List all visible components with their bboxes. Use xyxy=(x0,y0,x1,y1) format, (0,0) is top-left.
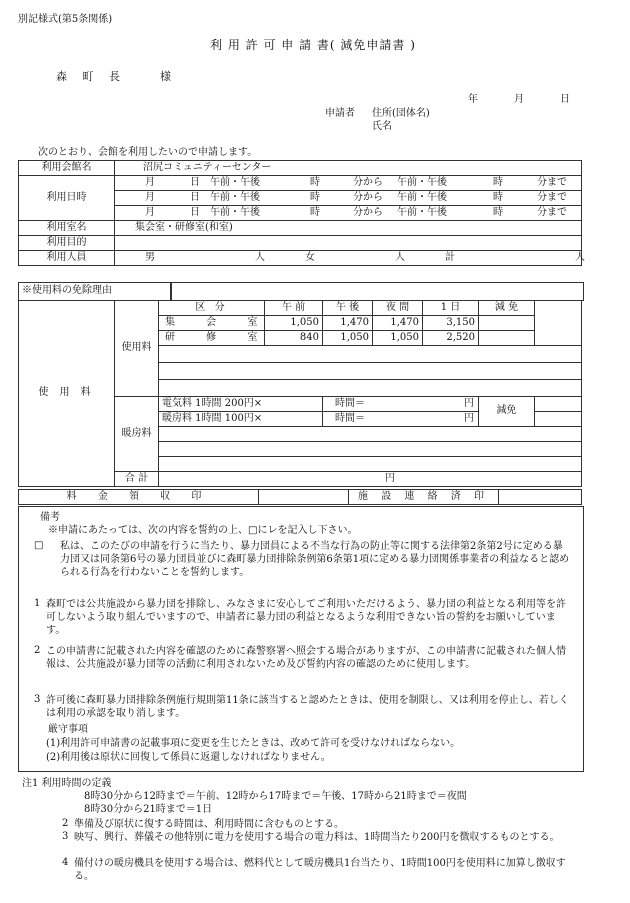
electric-hours: 時間＝ 円 xyxy=(323,397,479,412)
footnote-num: 2 xyxy=(62,818,69,829)
date-row-cells: 月 日 午前・午後 時 分から 午前・午後 時 分まで xyxy=(115,191,582,206)
fee-am: 840 xyxy=(265,331,323,346)
receipt-stamp-label: 料 金 領 収 印 xyxy=(19,490,259,505)
fee-header-row xyxy=(19,301,582,316)
address-label: 住所(団体名) xyxy=(372,108,430,119)
strict-item: (2)利用後は原状に回復して係員に返還しなければなりません。 xyxy=(46,752,331,763)
strict-heading: 厳守事項 xyxy=(48,724,88,735)
page-title: 利 用 許 可 申 請 書( 減免申請書 ) xyxy=(210,38,416,52)
header-am: 午 前 xyxy=(265,301,323,316)
total-label: 合 計 xyxy=(115,472,159,487)
heater-reduction-field[interactable] xyxy=(535,412,582,427)
note-num: 3 xyxy=(34,694,41,705)
fee-blank xyxy=(535,301,582,346)
applicant-label: 申請者 xyxy=(325,108,355,119)
header-day: 1 日 xyxy=(423,301,479,316)
room-name: 集 会 室 xyxy=(159,316,265,331)
exemption-reason-field[interactable] xyxy=(170,282,584,301)
header-pm: 午 後 xyxy=(323,301,373,316)
note-text: 森町では公共施設から暴力団を排除し、みなさまに安心してご利用いただけるよう、暴力団の利益となる利用等を許可しないよう取り組んでいますので、申請者に暴力団の利益となるような利用できない旨の誓約をお願いしています。 xyxy=(46,599,566,636)
fees-table xyxy=(18,300,582,487)
date-row xyxy=(19,176,582,191)
fee-reduction[interactable] xyxy=(479,316,535,331)
purpose-field[interactable] xyxy=(115,236,582,251)
heating-label: 暖房料 xyxy=(115,397,159,472)
header-category: 区 分 xyxy=(159,301,265,316)
fee-day: 2,520 xyxy=(423,331,479,346)
addressee: 森 町 長 xyxy=(56,70,126,83)
total-value: 円 xyxy=(159,472,582,487)
footnote-text: 準備及び原状に復する時間は、利用時間に含むものとする。 xyxy=(74,819,344,830)
electric-text: 電気料 1時間 200円× xyxy=(159,397,323,412)
strict-item: (1)利用許可申請書の記載事項に変更を生じたときは、改めて許可を受けなければならない。 xyxy=(46,738,461,749)
people-cells: 男 人 女 人 計 人 xyxy=(115,251,582,266)
facility-label: 利用会館名 xyxy=(19,161,115,176)
footnote-line: 8時30分から21時まで＝1日 xyxy=(84,804,213,815)
footnote-num: 4 xyxy=(62,857,69,868)
facility-value: 沼尻コミュニティーセンター xyxy=(115,161,582,176)
room-name: 研 修 室 xyxy=(159,331,265,346)
fee-am: 1,050 xyxy=(265,316,323,331)
room-row xyxy=(19,221,582,236)
fee-reduction[interactable] xyxy=(479,331,535,346)
note-text: この申請書に記載された内容を確認のために森警察署へ照会する場合がありますが、この申請書に記載された個人情報は、公共施設が暴力団等の活動に利用されないため及び誓約内容の確認のために使用します。 xyxy=(46,646,566,670)
footnote-num: 3 xyxy=(62,831,69,842)
room-label: 利用室名 xyxy=(19,221,115,236)
room-value: 集会室・研修室(和室) xyxy=(115,221,582,236)
date-row-cells: 月 日 午前・午後 時 分から 午前・午後 時 分まで xyxy=(115,176,582,191)
pledge-text: 私は、このたびの申請を行うに当たり、暴力団員による不当な行為の防止等に関する法律第2条第2号に定める暴力団又は同条第6号の暴力団員並びに森町暴力団排除条例第6条第1項に定める暴力団関係事業者の利益なると認められる行為を行わないことを誓約します。 xyxy=(60,541,570,578)
fee-night: 1,050 xyxy=(373,331,423,346)
receipt-stamp-field xyxy=(259,490,349,505)
fee-night: 1,470 xyxy=(373,316,423,331)
date-row-cells: 月 日 午前・午後 時 分から 午前・午後 時 分まで xyxy=(115,206,582,221)
fee-pm: 1,470 xyxy=(323,316,373,331)
date-day: 日 xyxy=(560,94,570,105)
application-table xyxy=(18,160,585,266)
fee-pm: 1,050 xyxy=(323,331,373,346)
electric-reduction-field[interactable] xyxy=(535,397,582,412)
purpose-label: 利用目的 xyxy=(19,236,115,251)
fee-label: 使 用 料 xyxy=(19,301,115,487)
dates-label: 利用日時 xyxy=(19,176,115,221)
contact-stamp-label: 施 設 連 絡 済 印 xyxy=(349,490,499,505)
fee-day: 3,150 xyxy=(423,316,479,331)
usage-label: 使用料 xyxy=(115,301,159,397)
people-label: 利用人員 xyxy=(19,251,115,266)
date-month: 月 xyxy=(514,94,524,105)
stamp-table xyxy=(18,489,582,505)
note-num: 2 xyxy=(34,645,41,656)
pledge-checkbox[interactable]: □ xyxy=(34,540,44,551)
intro-text: 次のとおり、会館を利用したいので申請します。 xyxy=(38,147,258,158)
people-row xyxy=(19,251,582,266)
honorific: 様 xyxy=(160,70,171,83)
header-reduction: 減 免 xyxy=(479,301,535,316)
footnote-text: 備付けの暖房機具を使用する場合は、燃料代として暖房機具1台当たり、1時間100円を使用料に加算し徴収する。 xyxy=(74,858,566,882)
header-night: 夜 間 xyxy=(373,301,423,316)
heating-reduction: 減免 xyxy=(479,397,535,427)
purpose-row xyxy=(19,236,582,251)
note-num: 1 xyxy=(34,598,41,609)
footnote-text: 映写、興行、葬儀その他特別に電力を使用する場合の電力料は、1時間当たり200円を徴収するものとする。 xyxy=(74,832,560,843)
pledge-intro: ※申請にあたっては、次の内容を誓約の上、□にレを記入し下さい。 xyxy=(48,525,358,536)
contact-stamp-field xyxy=(499,490,582,505)
footnote-line: 8時30分から12時まで＝午前、12時から17時まで＝午後、17時から21時まで＝夜間 xyxy=(84,791,467,802)
name-label: 氏名 xyxy=(372,121,392,132)
footnote-heading: 注1 利用時間の定義 xyxy=(22,778,112,789)
facility-row xyxy=(19,161,582,176)
exemption-label: ※使用料の免除理由 xyxy=(22,285,112,296)
heater-text: 暖房料 1時間 100円× xyxy=(159,412,323,427)
date-year: 年 xyxy=(468,94,478,105)
note-text: 許可後に森町暴力団排除条例施行規則第11条に該当すると認めたときは、使用を制限し、又は利用を停止し、若しくは利用の承認を取り消します。 xyxy=(46,695,569,719)
heater-hours: 時間＝ 円 xyxy=(323,412,479,427)
notes-heading: 備考 xyxy=(40,512,60,523)
form-label: 別記様式(第5条関係) xyxy=(18,14,113,25)
